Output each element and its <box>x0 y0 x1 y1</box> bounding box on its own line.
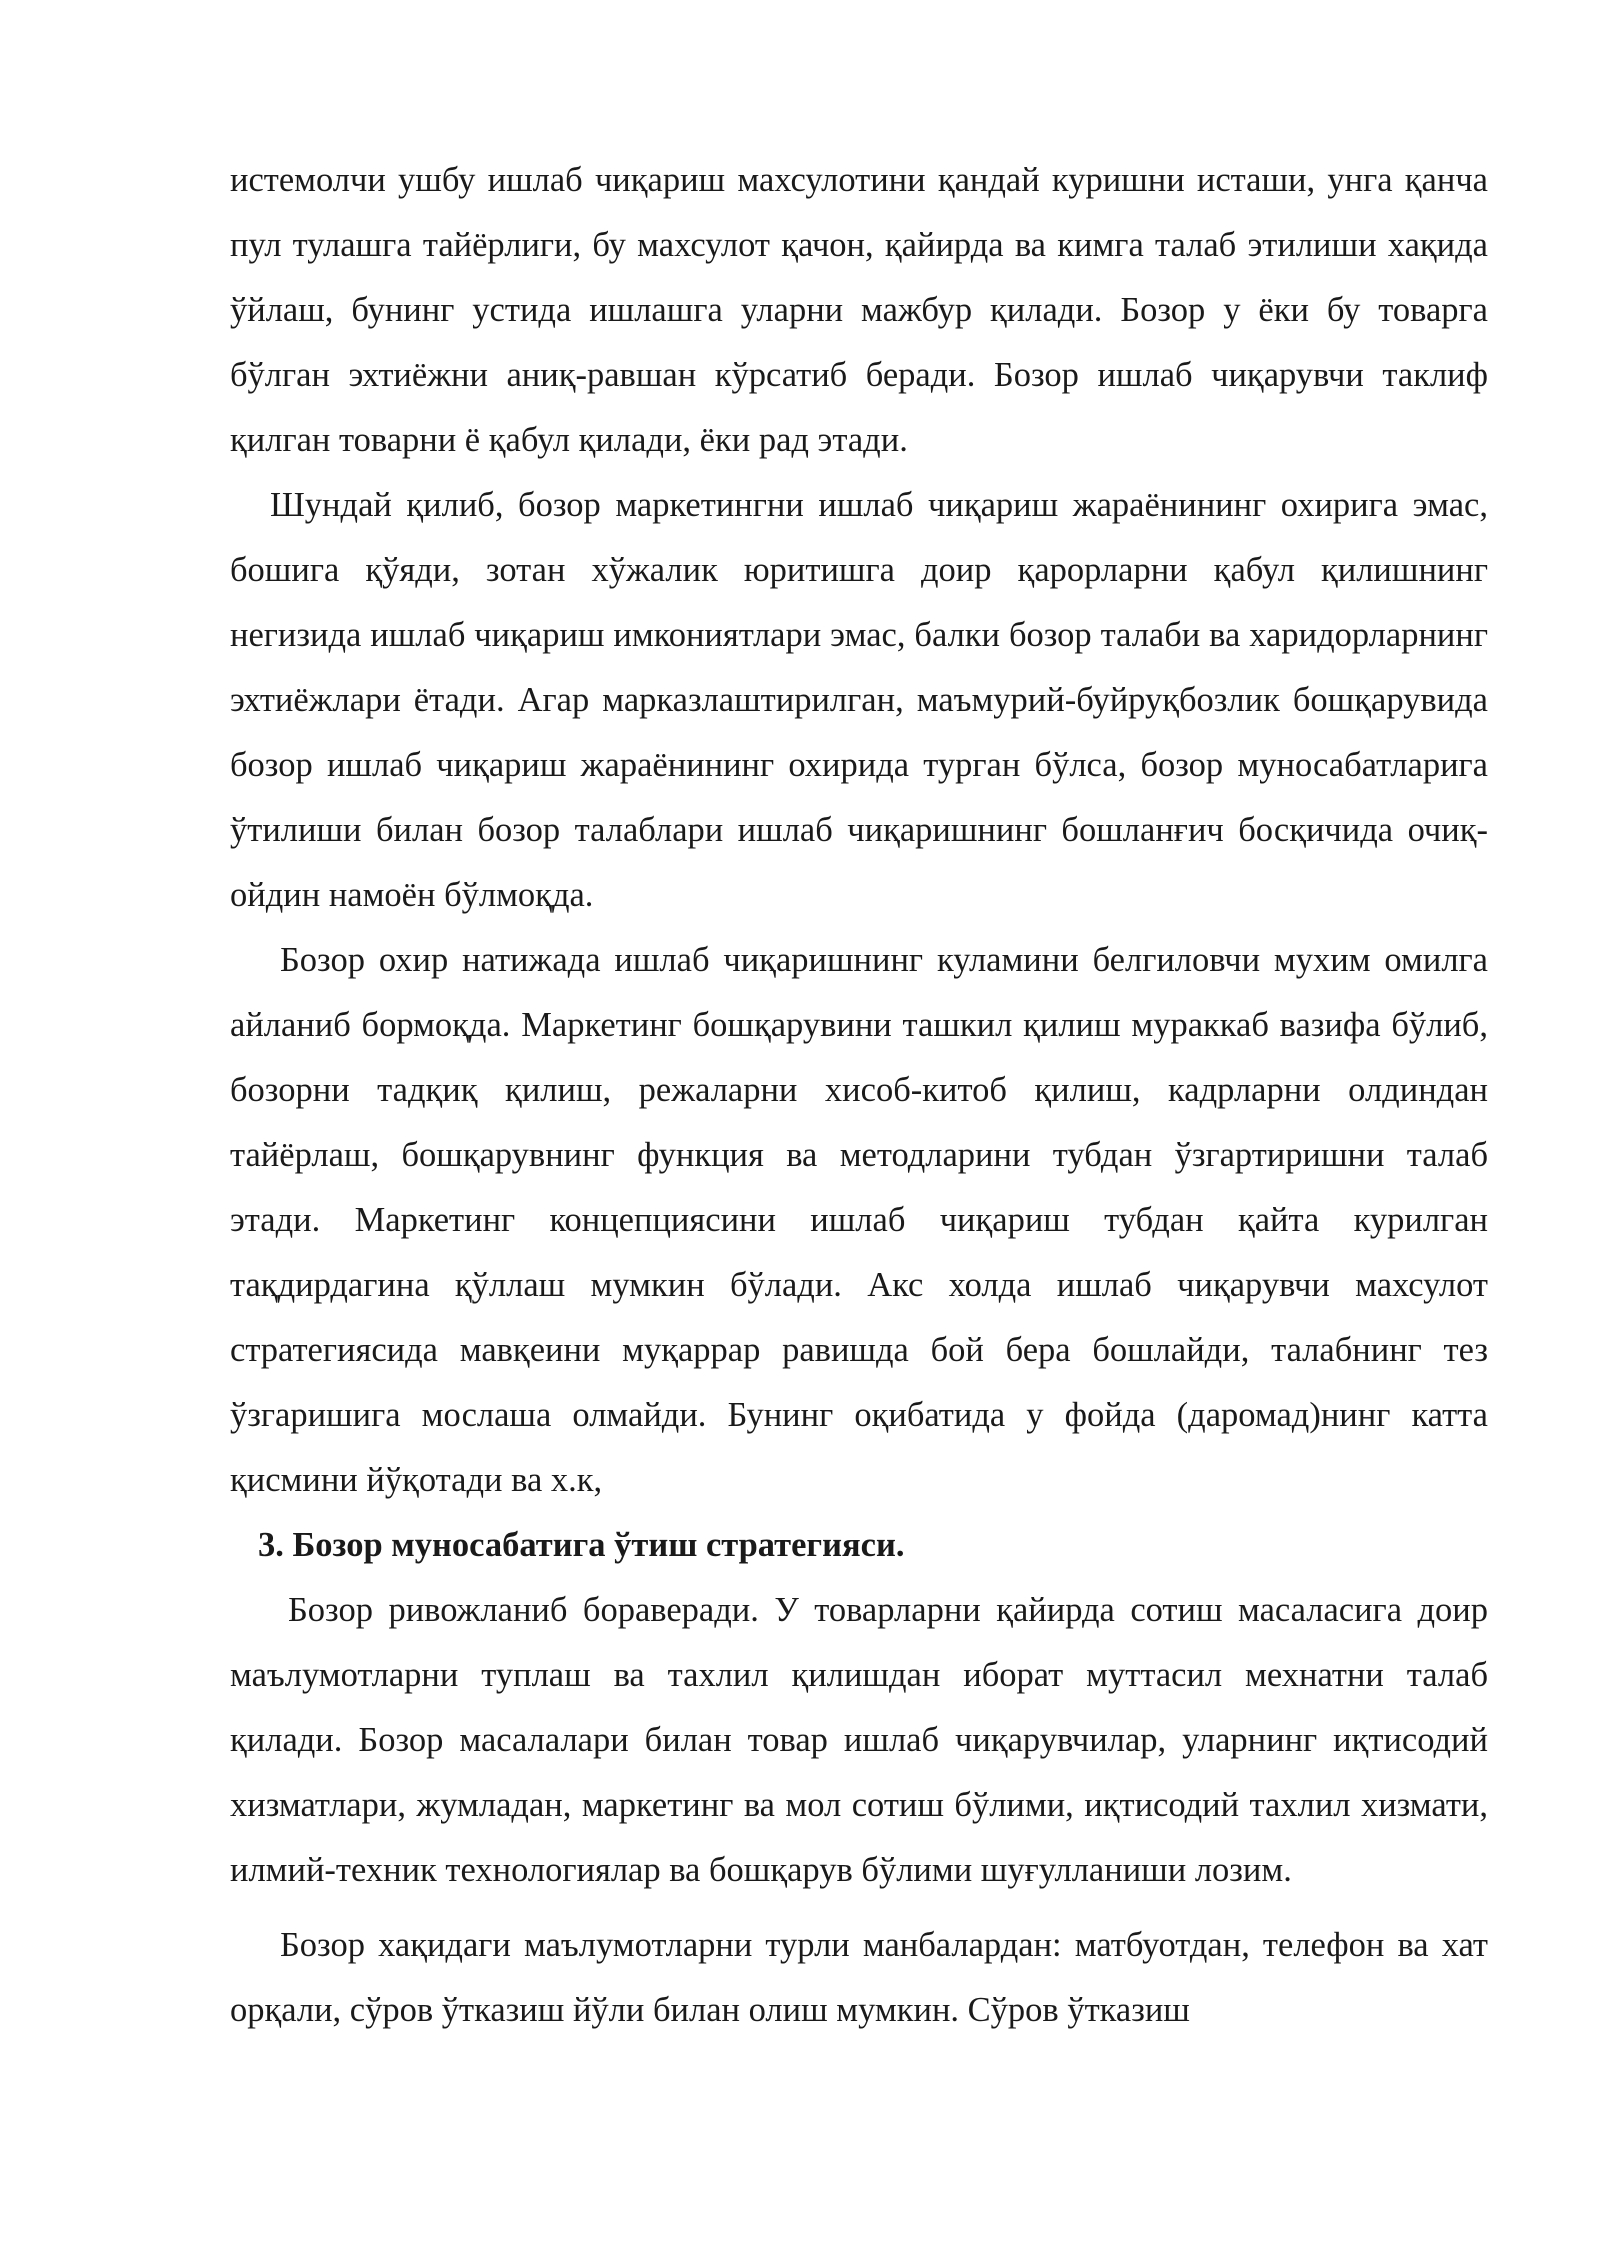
paragraph-3: Бозор охир натижада ишлаб чиқаришнинг куламини белгиловчи мухим омилга айланиб бормоқда. Маркетинг бошқарувини ташкил қилиш мураккаб вазифа бўлиб, бозорни тадқиқ қилиш, режаларни хисоб-китоб қилиш, кадрларни олдиндан тайёрлаш, бошқарувнинг функция ва методларини тубдан ўзгартиришни талаб этади. Маркетинг концепциясини ишлаб чиқариш тубдан қайта курилган тақдирдагина қўллаш мумкин бўлади. Акс холда ишлаб чиқарувчи махсулот стратегиясида мавқеини муқаррар равишда бой бера бошлайди, талабнинг тез ўзгаришига мослаша олмайди. Бунинг оқибатида у фойда (даромад)нинг катта қисмини йўқотади ва х.к, <box>230 941 1488 1499</box>
paragraph-1: истемолчи ушбу ишлаб чиқариш махсулотини қандай куришни исташи, унга қанча пул тулашга тайёрлиги, бу махсулот қачон, қайирда ва кимга талаб этилиши хақида ўйлаш, бунинг устида ишлашга уларни мажбур қилади. Бозор у ёки бу товарга бўлган эхтиёжни аниқ-равшан кўрсатиб беради. Бозор ишлаб чиқарувчи таклиф қилган товарни ё қабул қилади, ёки рад этади. <box>230 161 1488 459</box>
paragraph-2: Шундай қилиб, бозор маркетингни ишлаб чиқариш жараёнининг охирига эмас, бошига қўяди, зотан хўжалик юритишга доир қарорларни қабул қилишнинг негизида ишлаб чиқариш имкониятлари эмас, балки бозор талаби ва харидорларнинг эхтиёжлари ётади. Агар марказлаштирилган, маъмурий-буйруқбозлик бошқарувида бозор ишлаб чиқариш жараёнининг охирида турган бўлса, бозор муносабатларига ўтилиши билан бозор талаблари ишлаб чиқаришнинг бошланғич босқичида очиқ-ойдин намоён бўлмоқда. <box>230 486 1488 914</box>
document-body <box>230 148 1488 2043</box>
section-heading: 3. Бозор муносабатига ўтиш стратегияси. <box>258 1526 905 1564</box>
paragraph-4: Бозор ривожланиб бораверади. У товарларни қайирда сотиш масаласига доир маълумотларни туплаш ва тахлил қилишдан иборат муттасил мехнатни талаб қилади. Бозор масалалари билан товар ишлаб чиқарувчилар, уларнинг иқтисодий хизматлари, жумладан, маркетинг ва мол сотиш бўлими, иқтисодий тахлил хизмати, илмий-техник технологиялар ва бошқарув бўлими шуғулланиши лозим. <box>230 1591 1488 1889</box>
paragraph-5: Бозор хақидаги маълумотларни турли манбалардан: матбуотдан, телефон ва хат орқали, сўров ўтказиш йўли билан олиш мумкин. Сўров ўтказиш <box>230 1926 1488 2029</box>
